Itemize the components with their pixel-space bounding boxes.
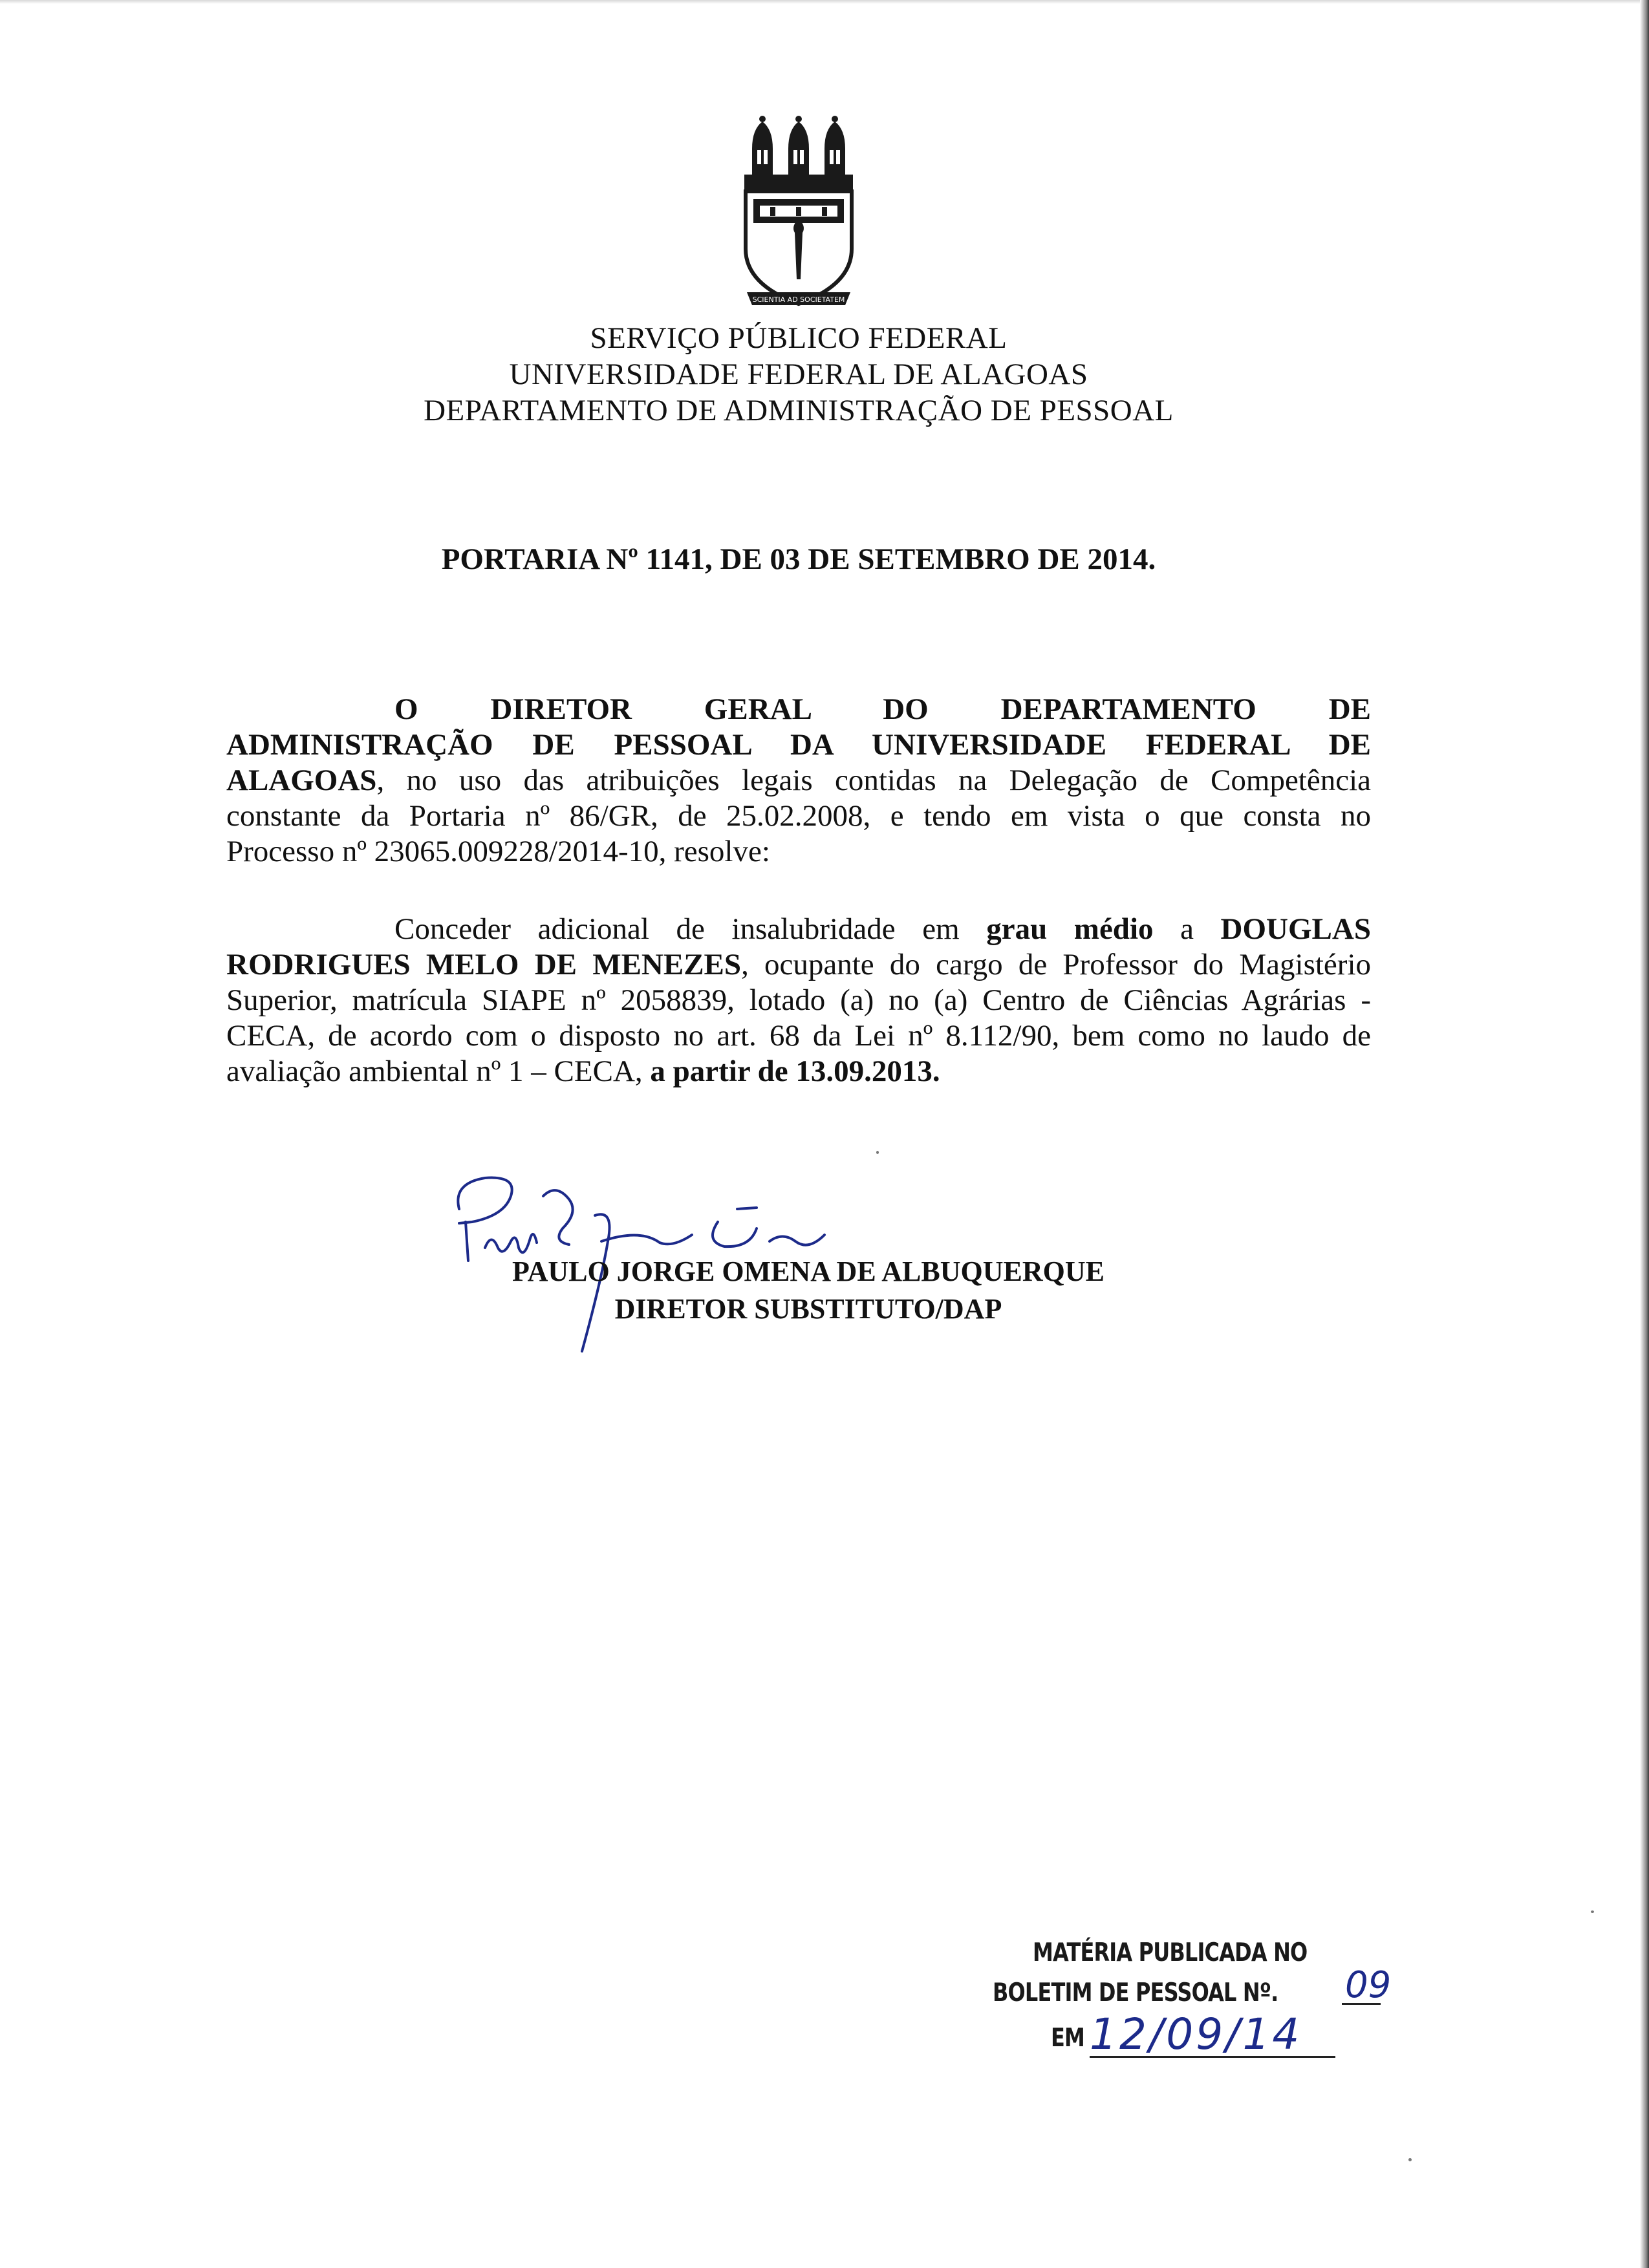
resolution-line-1-pre: Conceder adicional de insalubridade em: [394, 912, 987, 946]
preamble-line-3-bold: ALAGOAS: [226, 764, 377, 797]
ufal-coat-of-arms-icon: [734, 110, 863, 323]
preamble-line-5: Processo nº 23065.009228/2014-10, resolve:: [226, 835, 770, 868]
signer-block: [388, 1253, 1229, 1328]
signer-name: PAULO JORGE OMENA DE ALBUQUERQUE: [512, 1256, 1105, 1287]
preamble-line-1: O DIRETOR GERAL DO DEPARTAMENTO DE: [394, 692, 1371, 726]
document-title: PORTARIA Nº 1141, DE 03 DE SETEMBRO DE 2014.: [441, 542, 1156, 576]
scan-speck: [876, 1151, 879, 1154]
preamble-line-2: ADMINISTRAÇÃO DE PESSOAL DA UNIVERSIDADE FEDERAL DE: [226, 728, 1371, 762]
preamble-line-4: constante da Portaria nº 86/GR, de 25.02.2008, e tendo em vista o que consta no: [226, 799, 1371, 833]
scan-edge-top: [0, 0, 1649, 4]
resolution-name-first: DOUGLAS: [1220, 912, 1371, 946]
resolution-paragraph: [226, 912, 1371, 1089]
preamble-paragraph: [226, 692, 1371, 870]
scan-speck: [1591, 1910, 1594, 1913]
header-line-service: SERVIÇO PÚBLICO FEDERAL: [590, 321, 1008, 355]
resolution-line-4: CECA, de acordo com o disposto no art. 68 da Lei nº 8.112/90, bem como no laudo de: [226, 1019, 1371, 1053]
resolution-effective-date: a partir de 13.09.2013.: [650, 1054, 940, 1088]
header-line-department: DEPARTAMENTO DE ADMINISTRAÇÃO DE PESSOAL: [424, 394, 1174, 427]
scan-edge-right: [1640, 0, 1649, 2268]
institution-header: [0, 320, 1597, 429]
publication-stamp: [993, 1933, 1392, 2095]
stamp-line-3: EM: [1051, 2024, 1085, 2053]
preamble-line-3: [226, 763, 1371, 798]
signer-role: DIRETOR SUBSTITUTO/DAP: [614, 1293, 1002, 1325]
scan-speck: [1408, 2158, 1412, 2161]
resolution-line-5: [226, 1054, 1371, 1089]
resolution-line-1: [226, 912, 1371, 947]
resolution-line-3: Superior, matrícula SIAPE nº 2058839, lotado (a) no (a) Centro de Ciências Agrárias -: [226, 983, 1371, 1017]
header-line-university: UNIVERSIDADE FEDERAL DE ALAGOAS: [509, 358, 1088, 391]
resolution-line-5-pre: avaliação ambiental nº 1 – CECA,: [226, 1054, 651, 1088]
stamp-line-2: BOLETIM DE PESSOAL Nº.: [993, 1978, 1278, 2007]
resolution-line-1-mid: a: [1153, 912, 1221, 946]
resolution-line-2: [226, 947, 1371, 983]
stamp-line-1: MATÉRIA PUBLICADA NO: [1033, 1938, 1308, 1967]
resolution-name-rest: RODRIGUES MELO DE MENEZES: [226, 948, 742, 981]
preamble-line-3-rest: , no uso das atribuições legais contidas na Delegação de Competência: [376, 764, 1371, 797]
stamp-handwritten-number: 09: [1345, 1964, 1392, 2006]
svg-text:SCIENTIA AD SOCIETATEM: SCIENTIA AD SOCIETATEM: [752, 295, 845, 304]
stamp-handwritten-date: 12/09/14: [1090, 2009, 1302, 2059]
resolution-line-2-rest: , ocupante do cargo de Professor do Magistério: [741, 948, 1371, 981]
resolution-grau: grau médio: [986, 912, 1154, 946]
